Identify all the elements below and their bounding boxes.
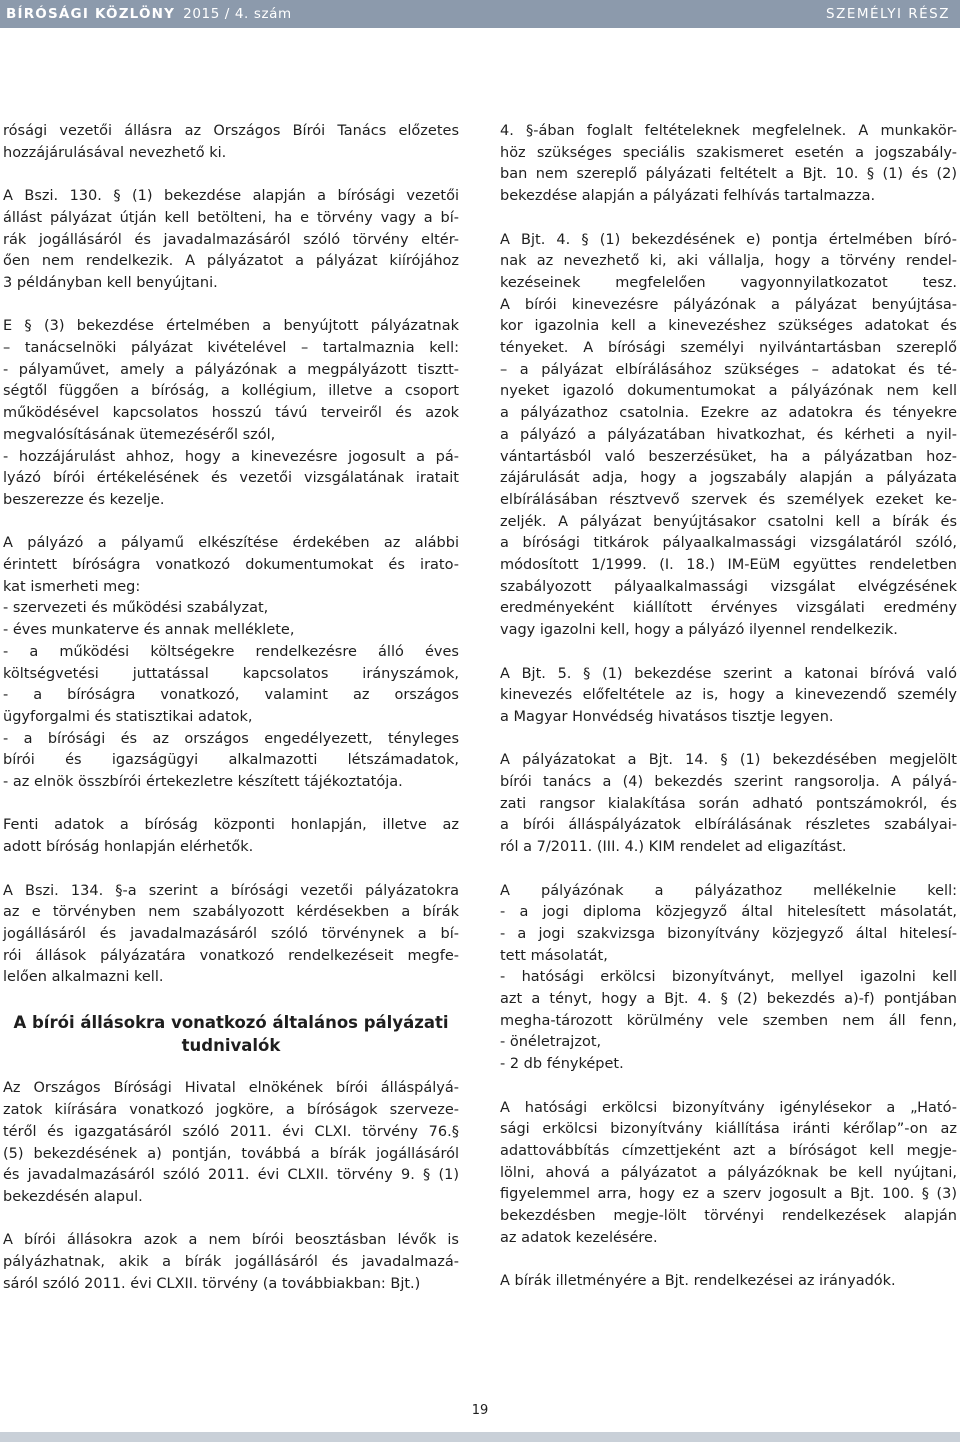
- text-line: höz szükséges speciális szakismeret esetén a jogszabály-: [500, 144, 957, 161]
- left-column: [3, 121, 459, 1317]
- text-line: sági erkölcsi bizonyítvány kiállítása iránti kérőlap”-on az: [500, 1121, 957, 1138]
- text-line: módosított 1/1999. (I. 18.) IM-EüM együttes rendeletben: [500, 557, 957, 574]
- text-line: hozzájárulásával nevezhető ki.: [3, 144, 227, 161]
- text-line: - szervezeti és működési szabályzat,: [3, 600, 269, 617]
- section-title: SZEMÉLYI RÉSZ: [826, 6, 950, 22]
- text-line: zati rangsor kialakítása során adható pontszámokról, és: [500, 795, 957, 812]
- header-publication-info: [6, 6, 292, 22]
- text-line: azt a tényt, hogy a Bjt. 4. § (2) bekezdés a)-f) pontjában: [500, 991, 957, 1008]
- paragraph: [500, 1271, 957, 1293]
- text-line: bírói tanács a (4) bekezdés szerint rangsorolja. A pályá-: [500, 774, 957, 791]
- text-line: – a pályázat elbírálásához szükséges – adatokat és té-: [500, 361, 957, 378]
- text-line: bírói és igazságügyi alkalmazotti létszámadatok,: [3, 752, 459, 769]
- text-line: - hozzájárulást ahhoz, hogy a kinevezésre jogosult a pá-: [3, 448, 459, 465]
- text-line: - pályaművet, amely a pályázónak a megpályázott tisztt-: [3, 361, 459, 378]
- text-line: - az elnök összbírói értekezletre készített tájékoztatója.: [3, 774, 403, 791]
- paragraph: [500, 230, 957, 642]
- text-line: megha-tározott körülmény vele szemben nem áll fenn,: [500, 1012, 957, 1029]
- text-line: a Magyar Honvédség hivatásos tisztje legyen.: [500, 708, 834, 725]
- text-line: - a jogi szakvizsga bizonyítvány közjegyző által hitelesí-: [500, 925, 957, 942]
- text-line: rói állások pályázatára vonatkozó rendelkezéseit megfe-: [3, 947, 459, 964]
- text-line: működésével kapcsolatos hosszú távú terveiről és azok: [3, 405, 459, 422]
- text-line: érintett bíróságra vonatkozó dokumentumokat és irato-: [3, 557, 459, 574]
- text-line: ségtől függően a bíróság, a kollégium, illetve a csoport: [3, 383, 459, 400]
- text-line: bekezdésben megje-lölt törvényi rendelkezések alapján: [500, 1208, 957, 1225]
- footer-band: [0, 1432, 960, 1442]
- text-line: - a bíróságra vonatkozó, valamint az országos: [3, 687, 459, 704]
- text-line: A pályázó a pályamű elkészítése érdekében az alábbi: [3, 535, 459, 552]
- text-line: ról a 7/2011. (III. 4.) KIM rendelet ad eligazítást.: [500, 839, 847, 856]
- text-line: ően nem rendelkezik. A pályázatot a pályázat kiírójához: [3, 253, 459, 270]
- text-line: A bírák illetményére a Bjt. rendelkezései az irányadók.: [500, 1273, 896, 1290]
- text-line: lelően alkalmazni kell.: [3, 969, 164, 986]
- paragraph: [500, 664, 957, 729]
- paragraph: [3, 533, 459, 793]
- text-line: eredményeként kiállított érvényes vizsgálati eredmény: [500, 600, 957, 617]
- text-line: Fenti adatok a bíróság központi honlapján, illetve az: [3, 817, 459, 834]
- text-line: - önéletrajzot,: [500, 1034, 602, 1051]
- text-line: kezéseinek megfelelően vagyonnyilatkozatot tesz.: [500, 274, 957, 291]
- text-line: megvalósításának ütemezéséről szól,: [3, 426, 276, 443]
- text-line: a bírósági titkárok pályaalkalmassági vizsgálatáról szóló,: [500, 535, 957, 552]
- text-line: - a jogi diploma közjegyző által hitelesített másolatát,: [500, 904, 957, 921]
- text-line: pályázhatnak, akik a bírák jogállásáról és javadalmazá-: [3, 1254, 459, 1271]
- text-line: adott bíróság honlapján elérhetők.: [3, 839, 254, 856]
- text-line: A bírói kinevezésre pályázónak a pályázat benyújtása-: [500, 296, 957, 313]
- text-line: állást pályázat útján kell betölteni, ha e törvény vagy a bí-: [3, 209, 459, 226]
- paragraph: [3, 316, 459, 511]
- text-line: a pályázathoz csatolnia. Ezekre az adatokra és tényekre: [500, 405, 957, 422]
- text-line: jogállásáról és javadalmazásáról szóló törvénynek a bí-: [3, 925, 459, 942]
- text-line: - a bírósági és az országos engedélyezett, tényleges: [3, 730, 459, 747]
- text-line: - éves munkaterve és annak melléklete,: [3, 622, 295, 639]
- text-line: lölni, ahová a pályázatot a pályázóknak be kell nyújtani,: [500, 1164, 957, 1181]
- right-column: [500, 121, 957, 1315]
- paragraph: [3, 815, 459, 858]
- text-line: tett másolatát,: [500, 947, 608, 964]
- page-number: 19: [471, 1403, 489, 1418]
- text-line: 3 példányban kell benyújtani.: [3, 274, 218, 291]
- text-line: az e törvényben nem szabályozott kérdésekben a bírák: [3, 904, 459, 921]
- text-line: tudnivalók: [181, 1035, 281, 1055]
- text-line: A bírói állásokra vonatkozó általános pályázati: [13, 1012, 449, 1032]
- text-line: a bírói álláspályázatok elbírálásának részletes szabályai-: [500, 817, 957, 834]
- text-line: A Bjt. 5. § (1) bekezdése szerint a katonai bíróvá való: [500, 665, 957, 682]
- page-header: [0, 0, 960, 28]
- text-line: az adatok kezelésére.: [500, 1229, 658, 1246]
- text-line: A pályázatokat a Bjt. 14. § (1) bekezdésében megjelölt: [500, 752, 957, 769]
- text-line: ban nem szereplő pályázati feltételt a Bjt. 10. § (1) és (2): [500, 166, 957, 183]
- paragraph: [3, 881, 459, 990]
- paragraph: [3, 1078, 459, 1208]
- text-line: beszerezze és kezelje.: [3, 491, 165, 508]
- text-line: kinevezés előfeltétele az is, hogy a kinevezendő személy: [500, 687, 957, 704]
- text-line: zatok kiírására vonatkozó jogköre, a bíróságok szerveze-: [3, 1102, 459, 1119]
- text-line: A pályázónak a pályázathoz mellékelnie kell:: [500, 882, 957, 899]
- text-line: sáról szóló 2011. évi CLXII. törvény (a továbbiakban: Bjt.): [3, 1275, 421, 1292]
- text-line: - a működési költségekre rendelkezésre álló éves: [3, 643, 459, 660]
- text-line: kat ismerheti meg:: [3, 578, 141, 595]
- text-line: elbírálásában résztvevő szervek és személyek ezeket ke-: [500, 491, 957, 508]
- text-line: E § (3) bekezdése értelmében a benyújtott pályázatnak: [3, 318, 459, 335]
- text-line: téről és igazgatásáról szóló 2011. évi CLXI. törvény 76.§: [3, 1123, 459, 1140]
- text-line: nyeket igazoló dokumentumokat a pályázónak nem kell: [500, 383, 957, 400]
- text-line: szabályozott pályaalkalmassági vizsgálat elvégzésének: [500, 578, 957, 595]
- text-line: rósági vezetői állásra az Országos Bírói Tanács előzetes: [3, 123, 459, 139]
- text-line: kor igazolnia kell a kinevezéshez szükséges adatokat és: [500, 318, 957, 335]
- text-line: bekezdésén alapul.: [3, 1188, 143, 1205]
- text-line: zeljék. A pályázat benyújtásakor csatolni kell a bírák és: [500, 513, 957, 530]
- text-line: vagy igazolni kell, hogy a pályázó ilyennel rendelkezik.: [500, 622, 898, 639]
- text-line: költségvetési juttatással kapcsolatos irányszámok,: [3, 665, 459, 682]
- text-line: (5) bekezdésének a) pontján, továbbá a bírák jogállásáról: [3, 1145, 459, 1162]
- paragraph: [3, 1230, 459, 1295]
- text-line: és javadalmazásáról szóló 2011. évi CLXII. törvény 9. § (1): [3, 1167, 459, 1184]
- text-line: a pályázó a pályázatában hivatkozhat, és kérheti a nyil-: [500, 426, 957, 443]
- text-line: A Bjt. 4. § (1) bekezdésének e) pontja értelmében bíró-: [500, 231, 957, 248]
- text-line: - 2 db fényképet.: [500, 1056, 624, 1073]
- text-line: nak az nevezhető ki, aki vállalja, hogy a törvény rendel-: [500, 253, 957, 270]
- text-line: vántartásból való beszerzésüket, ha a pályázatban hoz-: [500, 448, 957, 465]
- text-line: A bírói állásokra azok a nem bírói beosztásban lévők is: [3, 1232, 459, 1249]
- section-heading: [3, 1011, 459, 1057]
- text-line: A Bszi. 134. §-a szerint a bírósági vezetői pályázatokra: [3, 882, 459, 899]
- paragraph: [500, 1098, 957, 1250]
- text-line: zájárulását adja, hogy a jogszabály alapján a pályázata: [500, 470, 957, 487]
- text-line: lyázó bírói értékelésének és vezetői vizsgálatának iratait: [3, 470, 459, 487]
- text-line: bekezdése alapján a pályázati felhívás tartalmazza.: [500, 188, 876, 205]
- text-line: adattovábbítás címzettjeként azt a bíróságot kell megje-: [500, 1142, 957, 1159]
- text-line: figyelemmel arra, hogy ez a szerv jogosult a Bjt. 100. § (3): [500, 1186, 957, 1203]
- paragraph: [3, 186, 459, 295]
- paragraph: [3, 121, 459, 164]
- text-line: - hatósági erkölcsi bizonyítványt, mellyel igazolni kell: [500, 969, 957, 986]
- text-line: ügyforgalmi és statisztikai adatok,: [3, 708, 253, 725]
- text-line: – tanácselnöki pályázat kivételével – tartalmaznia kell:: [3, 340, 459, 356]
- text-line: rák jogállásáról és javadalmazásáról szóló törvény eltér-: [3, 231, 459, 248]
- text-line: A Bszi. 130. § (1) bekezdése alapján a bírósági vezetői: [3, 188, 459, 205]
- text-line: A hatósági erkölcsi bizonyítvány igénylésekor a „Ható-: [500, 1099, 957, 1116]
- text-line: Az Országos Bírósági Hivatal elnökének bírói álláspályá-: [3, 1080, 459, 1097]
- paragraph: [500, 881, 957, 1076]
- paragraph: [500, 121, 957, 208]
- issue-number: 2015 / 4. szám: [183, 6, 292, 22]
- publication-title: BÍRÓSÁGI KÖZLÖNY: [6, 6, 176, 22]
- text-line: 4. §-ában foglalt feltételeknek megfelelnek. A munkakör-: [500, 123, 957, 139]
- text-line: tényeket. A bírósági személyi nyilvántartásban szereplő: [500, 340, 957, 357]
- paragraph: [500, 750, 957, 859]
